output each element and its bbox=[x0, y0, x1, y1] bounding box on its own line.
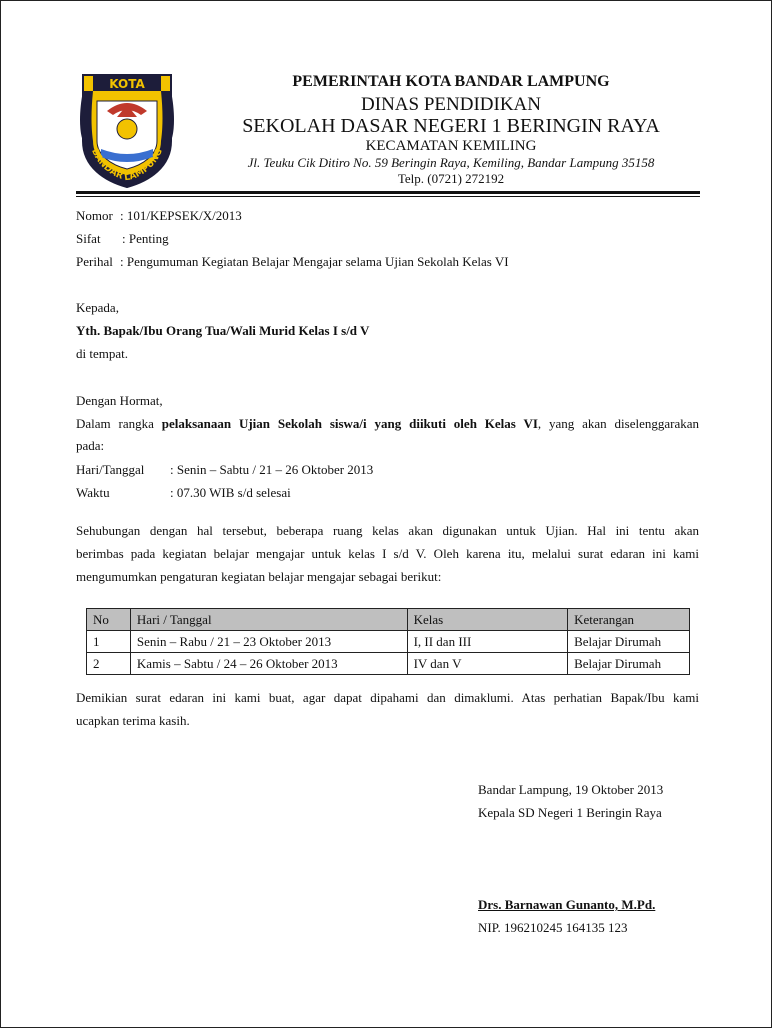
signature-nip: NIP. 196210245 164135 123 bbox=[478, 920, 628, 935]
header-school-name: SEKOLAH DASAR NEGERI 1 BERINGIN RAYA bbox=[242, 115, 660, 137]
recipient-name: Yth. Bapak/Ibu Orang Tua/Wali Murid Kelas I s/d V bbox=[76, 323, 370, 338]
hari-label: Hari/Tanggal bbox=[76, 462, 145, 477]
signature-position: Kepala SD Negeri 1 Beringin Raya bbox=[478, 805, 662, 820]
paragraph-1-emphasis: pelaksanaan Ujian Sekolah siswa/i yang diikuti oleh Kelas VI bbox=[161, 416, 538, 431]
hari-value: : Senin – Sabtu / 21 – 26 Oktober 2013 bbox=[170, 462, 374, 477]
logo-bottom-text: BANDAR LAMPUNG bbox=[89, 147, 165, 184]
column-header: Hari / Tanggal bbox=[130, 609, 407, 631]
nomor-label: Nomor bbox=[76, 208, 113, 223]
recipient-place: di tempat. bbox=[76, 346, 128, 361]
logo-top-text: KOTA bbox=[109, 77, 145, 91]
header-department: DINAS PENDIDIKAN bbox=[361, 94, 541, 115]
column-header: Kelas bbox=[407, 609, 568, 631]
header-phone: Telp. (0721) 272192 bbox=[397, 171, 505, 186]
signature-place-date: Bandar Lampung, 19 Oktober 2013 bbox=[478, 782, 664, 797]
table-cell: IV dan V bbox=[407, 653, 568, 675]
salutation: Dengan Hormat, bbox=[76, 393, 163, 408]
sifat-value: : Penting bbox=[122, 231, 169, 246]
waktu-value: : 07.30 WIB s/d selesai bbox=[170, 485, 291, 500]
header-address: Jl. Teuku Cik Ditiro No. 59 Beringin Raya, Kemiling, Bandar Lampung 35158 bbox=[247, 155, 655, 170]
schedule-table bbox=[86, 608, 690, 675]
signature-name: Drs. Barnawan Gunanto, M.Pd. bbox=[478, 897, 656, 912]
header-rule-thin bbox=[76, 196, 700, 197]
table-cell: 1 bbox=[87, 631, 131, 653]
kepada-text: Kepada, bbox=[76, 300, 119, 315]
paragraph-1-line-1: Dalam rangka pelaksanaan Ujian Sekolah siswa/i yang diikuti oleh Kelas VI, yang akan diselenggarakan bbox=[76, 416, 699, 431]
table-cell: Kamis – Sabtu / 24 – 26 Oktober 2013 bbox=[130, 653, 407, 675]
table-cell: Senin – Rabu / 21 – 23 Oktober 2013 bbox=[130, 631, 407, 653]
nomor-value: : 101/KEPSEK/X/2013 bbox=[120, 208, 242, 223]
table-cell: Belajar Dirumah bbox=[568, 631, 690, 653]
paragraph-2-line-2: berimbas pada kegiatan belajar mengajar untuk kelas I s/d V. Oleh karena itu, melalui surat edaran ini kami bbox=[76, 546, 699, 561]
paragraph-1-line-2: pada: bbox=[76, 438, 105, 453]
header-government: PEMERINTAH KOTA BANDAR LAMPUNG bbox=[292, 73, 610, 90]
header-district: KECAMATAN KEMILING bbox=[365, 138, 537, 154]
column-header: Keterangan bbox=[568, 609, 690, 631]
paragraph-2-line-3: mengumumkan pengaturan kegiatan belajar mengajar sebagai berikut: bbox=[76, 569, 442, 584]
table-cell: Belajar Dirumah bbox=[568, 653, 690, 675]
paragraph-3-line-1: Demikian surat edaran ini kami buat, agar dapat dipahami dan dimaklumi. Atas perhatian Bapak/Ibu kami bbox=[76, 690, 699, 705]
paragraph-3-line-2: ucapkan terima kasih. bbox=[76, 713, 190, 728]
table-cell: 2 bbox=[87, 653, 131, 675]
column-header: No bbox=[87, 609, 131, 631]
paragraph-2-line-1: Sehubungan dengan hal tersebut, beberapa ruang kelas akan digunakan untuk Ujian. Hal ini tentu akan bbox=[76, 523, 699, 538]
table-cell: I, II dan III bbox=[407, 631, 568, 653]
table-row bbox=[87, 653, 690, 675]
table-row bbox=[87, 631, 690, 653]
sifat-label: Sifat bbox=[76, 231, 101, 246]
perihal-value: : Pengumuman Kegiatan Belajar Mengajar selama Ujian Sekolah Kelas VI bbox=[120, 254, 509, 269]
table-header-row bbox=[87, 609, 690, 631]
waktu-label: Waktu bbox=[76, 485, 110, 500]
header-rule-thick bbox=[76, 191, 700, 194]
perihal-label: Perihal bbox=[76, 254, 113, 269]
